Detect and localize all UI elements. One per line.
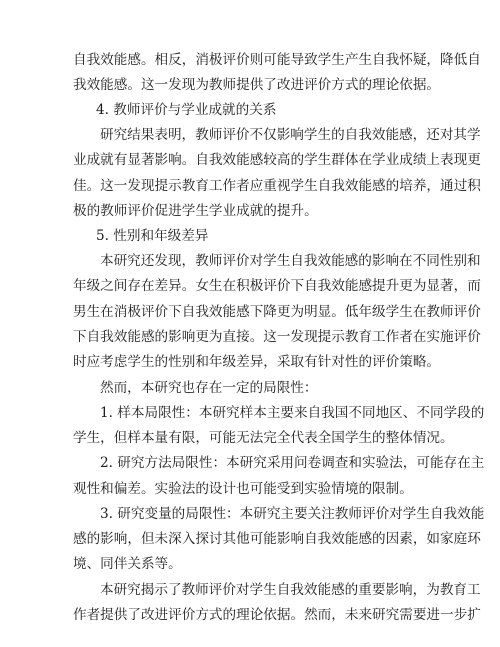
list-item-line: 2. 研究方法局限性：本研究采用问卷调查和实验法，可能存在主 xyxy=(100,455,485,471)
list-item-line: 境、同伴关系等。 xyxy=(73,556,182,572)
paragraph-line: 我效能感。这一发现为教师提供了改进评价方式的理论依据。 xyxy=(73,77,441,93)
paragraph-line: 研究结果表明，教师评价不仅影响学生的自我效能感，还对其学 xyxy=(100,127,481,143)
paragraph-line: 男生在消极评价下自我效能感下降更为明显。低年级学生在教师评价 xyxy=(73,304,481,320)
paragraph-line: 佳。这一发现提示教育工作者应重视学生自我效能感的培养，通过积 xyxy=(73,178,481,194)
list-item-line: 感的影响，但未深入探讨其他可能影响自我效能感的因素，如家庭环 xyxy=(73,531,481,547)
paragraph-line: 极的教师评价促进学生学业成就的提升。 xyxy=(73,203,318,219)
section-heading: 5. 性别和年级差异 xyxy=(96,228,209,244)
paragraph-line: 本研究还发现，教师评价对学生自我效能感的影响在不同性别和 xyxy=(100,253,481,269)
list-item-line: 1. 样本局限性：本研究样本主要来自我国不同地区、不同学段的 xyxy=(100,405,485,421)
paragraph-line: 然而，本研究也存在一定的局限性： xyxy=(100,380,318,396)
paragraph-line: 下自我效能感的影响更为直接。这一发现提示教育工作者在实施评价 xyxy=(73,329,481,345)
list-item-line: 学生，但样本量有限，可能无法完全代表全国学生的整体情况。 xyxy=(73,430,454,446)
paragraph-line: 业成就有显著影响。自我效能感较高的学生群体在学业成绩上表现更 xyxy=(73,152,481,168)
paragraph-line: 本研究揭示了教师评价对学生自我效能感的重要影响，为教育工 xyxy=(100,582,481,598)
paragraph-line: 时应考虑学生的性别和年级差异，采取有针对性的评价策略。 xyxy=(73,354,441,370)
paragraph-line: 自我效能感。相反，消极评价则可能导致学生产生自我怀疑，降低自 xyxy=(73,52,481,68)
list-item-line: 观性和偏差。实验法的设计也可能受到实验情境的限制。 xyxy=(73,481,413,497)
paragraph-line: 年级之间存在差异。女生在积极评价下自我效能感提升更为显著，而 xyxy=(73,278,481,294)
list-item-line: 3. 研究变量的局限性：本研究主要关注教师评价对学生自我效能 xyxy=(100,506,485,522)
section-heading: 4. 教师评价与学业成就的关系 xyxy=(96,102,277,118)
paragraph-line: 作者提供了改进评价方式的理论依据。然而，未来研究需要进一步扩 xyxy=(73,607,481,623)
